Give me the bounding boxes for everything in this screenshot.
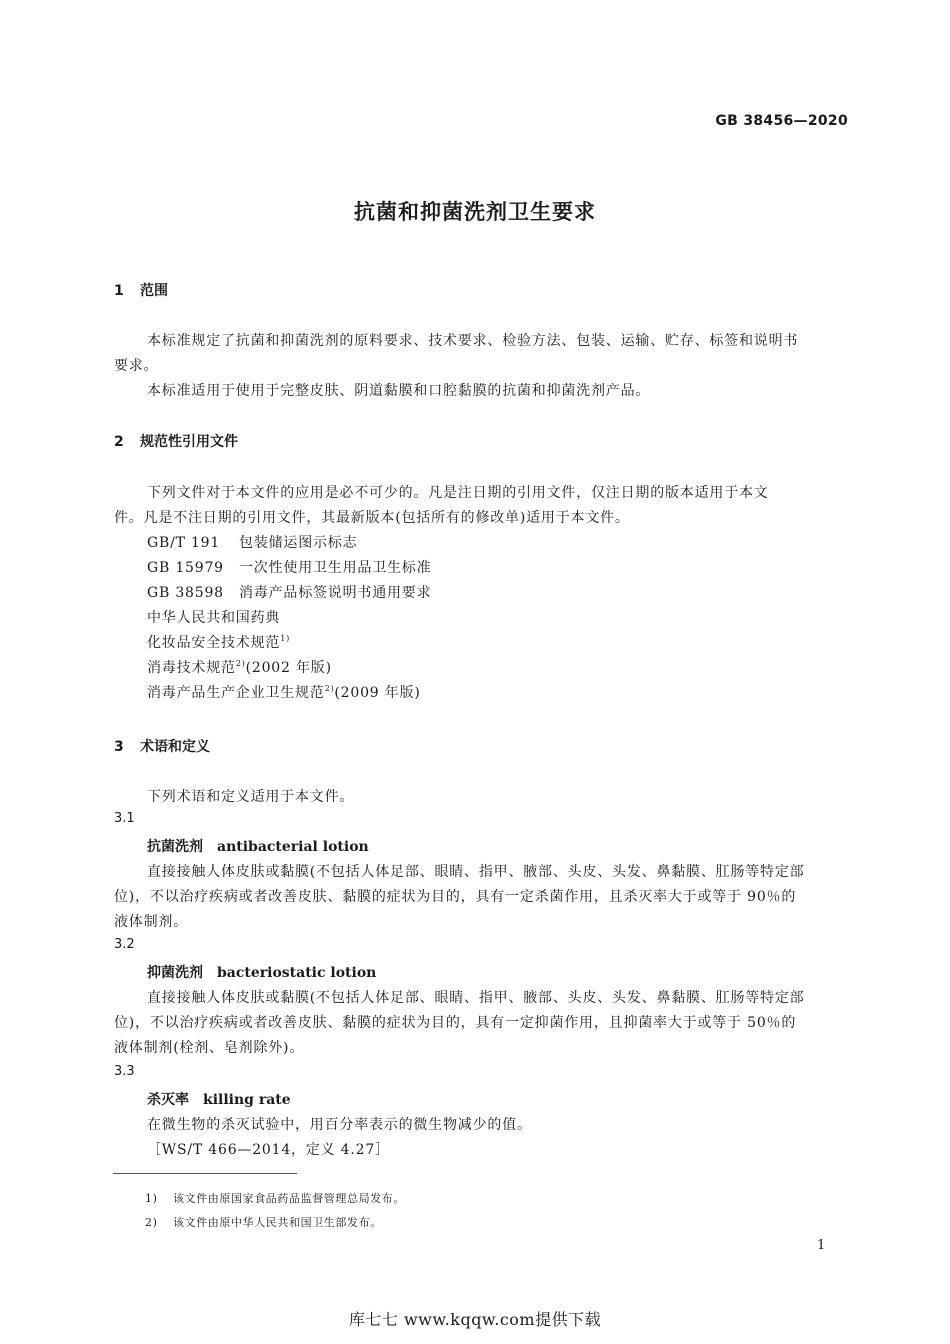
footnote xyxy=(145,1190,405,1206)
footnote-ref: 1) xyxy=(280,634,291,643)
term-heading xyxy=(147,836,369,856)
reference-title: 包装储运图示标志 xyxy=(239,535,358,551)
section-1-heading xyxy=(114,280,168,300)
reference-item xyxy=(147,582,431,602)
paragraph-line: 要求。 xyxy=(114,358,159,374)
term-heading xyxy=(147,1089,291,1109)
term-zh: 抗菌洗剂 xyxy=(147,839,203,855)
footnote-divider xyxy=(113,1173,297,1174)
reference-code: GB 38598 xyxy=(147,585,224,601)
section-title: 规范性引用文件 xyxy=(140,434,238,450)
term-number: 3.1 xyxy=(114,811,135,826)
term-heading xyxy=(147,962,376,982)
section-number: 3 xyxy=(114,739,124,755)
reference-item xyxy=(147,532,357,552)
page-number: 1 xyxy=(817,1238,826,1253)
footnote-mark: 1) xyxy=(145,1192,158,1205)
paragraph-line: 本标准规定了抗菌和抑菌洗剂的原料要求、技术要求、检验方法、包装、运输、贮存、标签和说明书 xyxy=(147,333,799,349)
section-number: 1 xyxy=(114,283,124,299)
reference-title: 消毒技术规范 xyxy=(147,660,236,676)
term-en: killing rate xyxy=(203,1092,291,1108)
footnote-text: 该文件由原中华人民共和国卫生部发布。 xyxy=(173,1216,382,1229)
paragraph-line: 下列术语和定义适用于本文件。 xyxy=(147,789,355,805)
reference-title: 化妆品安全技术规范 xyxy=(147,635,281,651)
reference-edition: (2002 年版) xyxy=(245,660,332,676)
reference-item: 中华人民共和国药典 xyxy=(147,610,281,626)
reference-title: 消毒产品生产企业卫生规范 xyxy=(147,685,325,701)
reference-title: 一次性使用卫生用品卫生标准 xyxy=(239,560,432,576)
definition-line: 液体制剂(栓剂、皂剂除外)。 xyxy=(114,1040,305,1056)
reference-title: 消毒产品标签说明书通用要求 xyxy=(239,585,432,601)
term-number: 3.3 xyxy=(114,1064,135,1079)
definition-line: 位)，不以治疗疾病或者改善皮肤、黏膜的症状为目的，具有一定抑菌作用，且抑菌率大于或等于 50％的 xyxy=(114,1015,797,1031)
section-3-heading xyxy=(114,736,210,756)
footnote xyxy=(145,1214,382,1230)
term-number: 3.2 xyxy=(114,937,135,952)
paragraph-line: 本标准适用于使用于完整皮肤、阴道黏膜和口腔黏膜的抗菌和抑菌洗剂产品。 xyxy=(147,383,651,399)
definition-line: 位)，不以治疗疾病或者改善皮肤、黏膜的症状为目的，具有一定杀菌作用，且杀灭率大于或等于 90％的 xyxy=(114,889,797,905)
section-title: 范围 xyxy=(140,283,168,299)
definition-line: 液体制剂。 xyxy=(114,914,188,930)
reference-code: GB 15979 xyxy=(147,560,224,576)
term-zh: 抑菌洗剂 xyxy=(147,965,203,981)
footnote-ref: 2) xyxy=(324,684,335,693)
section-title: 术语和定义 xyxy=(140,739,210,755)
footnote-mark: 2) xyxy=(145,1216,158,1229)
section-number: 2 xyxy=(114,434,124,450)
footnote-ref: 2) xyxy=(235,659,246,668)
reference-item xyxy=(147,682,421,702)
definition-source: ［WS/T 466—2014，定义 4.27］ xyxy=(147,1142,390,1158)
reference-item xyxy=(147,557,431,577)
section-2-heading xyxy=(114,431,238,451)
term-en: antibacterial lotion xyxy=(217,839,369,855)
document-title: 抗菌和抑菌洗剂卫生要求 xyxy=(354,200,596,224)
reference-code: GB/T 191 xyxy=(147,535,221,551)
definition-line: 直接接触人体皮肤或黏膜(不包括人体足部、眼睛、指甲、腋部、头皮、头发、鼻黏膜、肛肠等特定部 xyxy=(147,864,805,880)
definition-line: 直接接触人体皮肤或黏膜(不包括人体足部、眼睛、指甲、腋部、头皮、头发、鼻黏膜、肛肠等特定部 xyxy=(147,990,805,1006)
reference-edition: (2009 年版) xyxy=(334,685,421,701)
term-en: bacteriostatic lotion xyxy=(217,965,377,981)
reference-item xyxy=(147,632,290,652)
definition-line: 在微生物的杀灭试验中，用百分率表示的微生物减少的值。 xyxy=(147,1117,532,1133)
reference-item xyxy=(147,657,332,677)
paragraph-line: 件。凡是不注日期的引用文件，其最新版本(包括所有的修改单)适用于本文件。 xyxy=(114,510,630,526)
standard-code: GB 38456—2020 xyxy=(715,113,848,129)
paragraph-line: 下列文件对于本文件的应用是必不可少的。凡是注日期的引用文件，仅注日期的版本适用于本文 xyxy=(147,485,769,501)
download-source-footer: 库七七 www.kqqw.com提供下载 xyxy=(348,1310,602,1329)
footnote-text: 该文件由原国家食品药品监督管理总局发布。 xyxy=(173,1192,405,1205)
term-zh: 杀灭率 xyxy=(147,1092,189,1108)
